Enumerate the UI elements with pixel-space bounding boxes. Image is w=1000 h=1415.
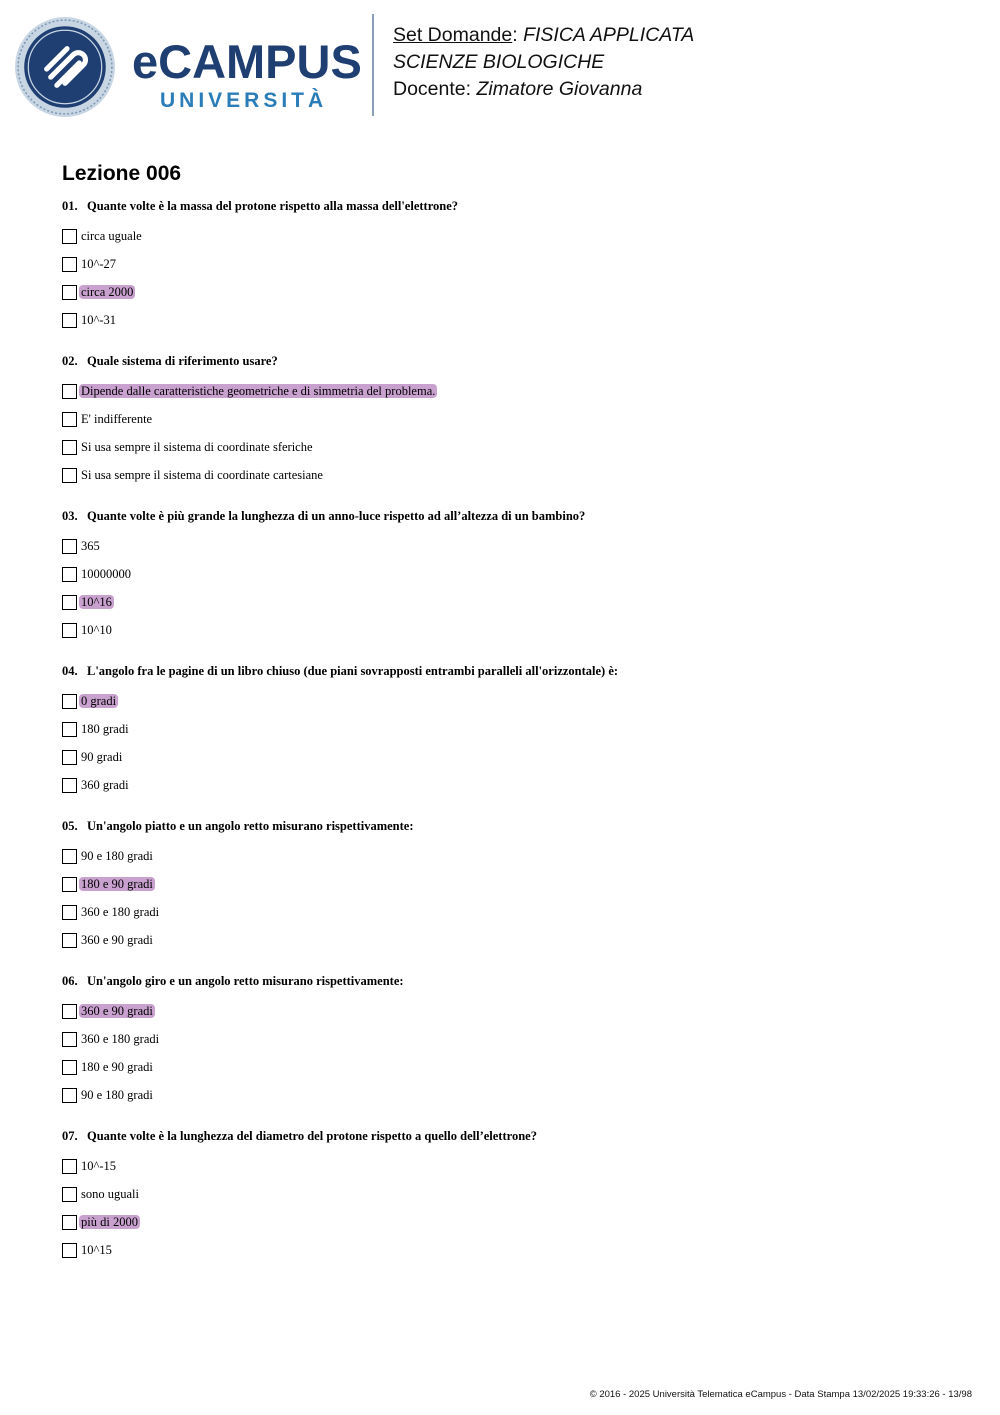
checkbox[interactable] (62, 595, 77, 610)
answer-label: Si usa sempre il sistema di coordinate cartesiane (81, 468, 323, 482)
checkbox[interactable] (62, 384, 77, 399)
checkbox[interactable] (62, 1243, 77, 1258)
answer-option[interactable] (62, 926, 962, 954)
checkbox[interactable] (62, 1159, 77, 1174)
answer-label: sono uguali (81, 1187, 139, 1201)
teacher-label: Docente: (393, 78, 472, 100)
question-5 (62, 816, 962, 954)
question-set (62, 162, 962, 1281)
highlighted-answer-label: 180 e 90 gradi (81, 877, 153, 891)
highlighted-answer-label: Dipende dalle caratteristiche geometriche e di simmetria del problema. (81, 384, 436, 398)
set-label: Set Domande (393, 24, 513, 46)
question-number: 04. (62, 664, 78, 678)
checkbox[interactable] (62, 694, 77, 709)
question-prompt: Un'angolo giro e un angolo retto misurano rispettivamente: (87, 974, 404, 988)
answer-label: 90 e 180 gradi (81, 1088, 153, 1102)
checkbox[interactable] (62, 1088, 77, 1103)
answer-option[interactable] (62, 433, 962, 461)
answer-label: 10^15 (81, 1243, 112, 1257)
question-text (62, 816, 962, 836)
answer-label: 360 gradi (81, 778, 129, 792)
checkbox[interactable] (62, 257, 77, 272)
checkbox[interactable] (62, 933, 77, 948)
checkbox[interactable] (62, 229, 77, 244)
checkbox[interactable] (62, 750, 77, 765)
answer-option[interactable] (62, 898, 962, 926)
question-4 (62, 661, 962, 799)
answer-option[interactable] (62, 532, 962, 560)
degree-name: SCIENZE BIOLOGICHE (393, 51, 605, 73)
highlighted-answer-label: 10^16 (81, 595, 112, 609)
answer-option[interactable] (62, 278, 962, 306)
page-footer: © 2016 - 2025 Università Telematica eCampus - Data Stampa 13/02/2025 19:33:26 - 13/98 (589, 1389, 972, 1400)
answer-option[interactable] (62, 687, 962, 715)
answer-option[interactable] (62, 771, 962, 799)
question-text (62, 506, 962, 526)
teacher-line (393, 76, 694, 103)
checkbox[interactable] (62, 468, 77, 483)
answer-label: 360 e 90 gradi (81, 933, 153, 947)
checkbox[interactable] (62, 440, 77, 455)
answer-label: 10^-31 (81, 313, 117, 327)
checkbox[interactable] (62, 778, 77, 793)
question-number: 07. (62, 1129, 78, 1143)
checkbox[interactable] (62, 412, 77, 427)
question-number: 06. (62, 974, 78, 988)
checkbox[interactable] (62, 1187, 77, 1202)
highlighted-answer-label: 360 e 90 gradi (81, 1004, 153, 1018)
checkbox[interactable] (62, 539, 77, 554)
course-line: Set Domande: FISICA APPLICATA (393, 24, 695, 46)
answer-option[interactable] (62, 870, 962, 898)
answer-label: circa uguale (81, 229, 142, 243)
answer-option[interactable] (62, 461, 962, 489)
checkbox[interactable] (62, 877, 77, 892)
question-prompt: Un'angolo piatto e un angolo retto misurano rispettivamente: (87, 819, 414, 833)
answer-label: E' indifferente (81, 412, 153, 426)
answer-label: 365 (81, 539, 100, 553)
answer-option[interactable] (62, 1152, 962, 1180)
question-text (62, 661, 962, 681)
answer-label: 90 gradi (81, 750, 123, 764)
answer-option[interactable] (62, 1236, 962, 1264)
question-list (62, 196, 962, 1264)
checkbox[interactable] (62, 849, 77, 864)
page-header (0, 0, 1000, 130)
question-text (62, 971, 962, 991)
answer-label: 360 e 180 gradi (81, 1032, 160, 1046)
answer-option[interactable] (62, 616, 962, 644)
logo-wordmark: eCAMPUS (132, 35, 362, 88)
answer-option[interactable] (62, 1081, 962, 1109)
answer-option[interactable] (62, 715, 962, 743)
question-prompt: Quale sistema di riferimento usare? (87, 354, 278, 368)
question-text (62, 196, 962, 216)
answer-option[interactable] (62, 743, 962, 771)
question-number: 05. (62, 819, 78, 833)
answer-option[interactable] (62, 250, 962, 278)
answer-option[interactable] (62, 1053, 962, 1081)
question-6 (62, 971, 962, 1109)
question-prompt: L'angolo fra le pagine di un libro chiuso (due piani sovrapposti entrambi paralleli all'orizzontale) è: (87, 664, 619, 678)
answer-label: 180 e 90 gradi (81, 1060, 153, 1074)
answer-option[interactable] (62, 306, 962, 334)
checkbox[interactable] (62, 722, 77, 737)
checkbox[interactable] (62, 623, 77, 638)
question-prompt: Quante volte è più grande la lunghezza di un anno-luce rispetto ad all’altezza di un bambino? (87, 509, 586, 523)
question-2 (62, 351, 962, 489)
answer-label: 180 gradi (81, 722, 129, 736)
checkbox[interactable] (62, 285, 77, 300)
answer-option[interactable] (62, 1208, 962, 1236)
header-info (393, 22, 694, 103)
answer-label: Si usa sempre il sistema di coordinate sferiche (81, 440, 313, 454)
header-divider (372, 14, 374, 116)
question-text (62, 351, 962, 371)
question-number: 01. (62, 199, 78, 213)
checkbox[interactable] (62, 1032, 77, 1047)
checkbox[interactable] (62, 1215, 77, 1230)
lesson-title: Lezione 006 (62, 162, 182, 185)
question-1 (62, 196, 962, 334)
answer-option[interactable] (62, 1025, 962, 1053)
highlighted-answer-label: più di 2000 (81, 1215, 138, 1229)
answer-option[interactable] (62, 842, 962, 870)
answer-option[interactable] (62, 1180, 962, 1208)
answer-option[interactable] (62, 560, 962, 588)
teacher-name: Zimatore Giovanna (476, 78, 643, 100)
answer-label: 360 e 180 gradi (81, 905, 160, 919)
question-3 (62, 506, 962, 644)
checkbox[interactable] (62, 1004, 77, 1019)
checkbox[interactable] (62, 905, 77, 920)
question-prompt: Quante volte è la massa del protone rispetto alla massa dell'elettrone? (87, 199, 459, 213)
university-seal-icon (14, 16, 116, 118)
course-name: FISICA APPLICATA (523, 24, 695, 46)
highlighted-answer-label: circa 2000 (81, 285, 134, 299)
highlighted-answer-label: 0 gradi (81, 694, 117, 708)
degree-line (393, 49, 694, 76)
answer-option[interactable] (62, 222, 962, 250)
answer-option[interactable] (62, 377, 962, 405)
answer-label: 10^10 (81, 623, 112, 637)
logo-subtitle: UNIVERSITÀ (160, 89, 328, 112)
question-7 (62, 1126, 962, 1264)
checkbox[interactable] (62, 567, 77, 582)
ecampus-logo (14, 14, 362, 116)
question-number: 03. (62, 509, 78, 523)
question-prompt: Quante volte è la lunghezza del diametro del protone rispetto a quello dell’elettrone? (87, 1129, 537, 1143)
question-number: 02. (62, 354, 78, 368)
answer-option[interactable] (62, 588, 962, 616)
answer-label: 10000000 (81, 567, 131, 581)
answer-label: 10^-15 (81, 1159, 117, 1173)
answer-option[interactable] (62, 997, 962, 1025)
checkbox[interactable] (62, 1060, 77, 1075)
answer-label: 90 e 180 gradi (81, 849, 153, 863)
answer-label: 10^-27 (81, 257, 117, 271)
answer-option[interactable] (62, 405, 962, 433)
checkbox[interactable] (62, 313, 77, 328)
question-text (62, 1126, 962, 1146)
